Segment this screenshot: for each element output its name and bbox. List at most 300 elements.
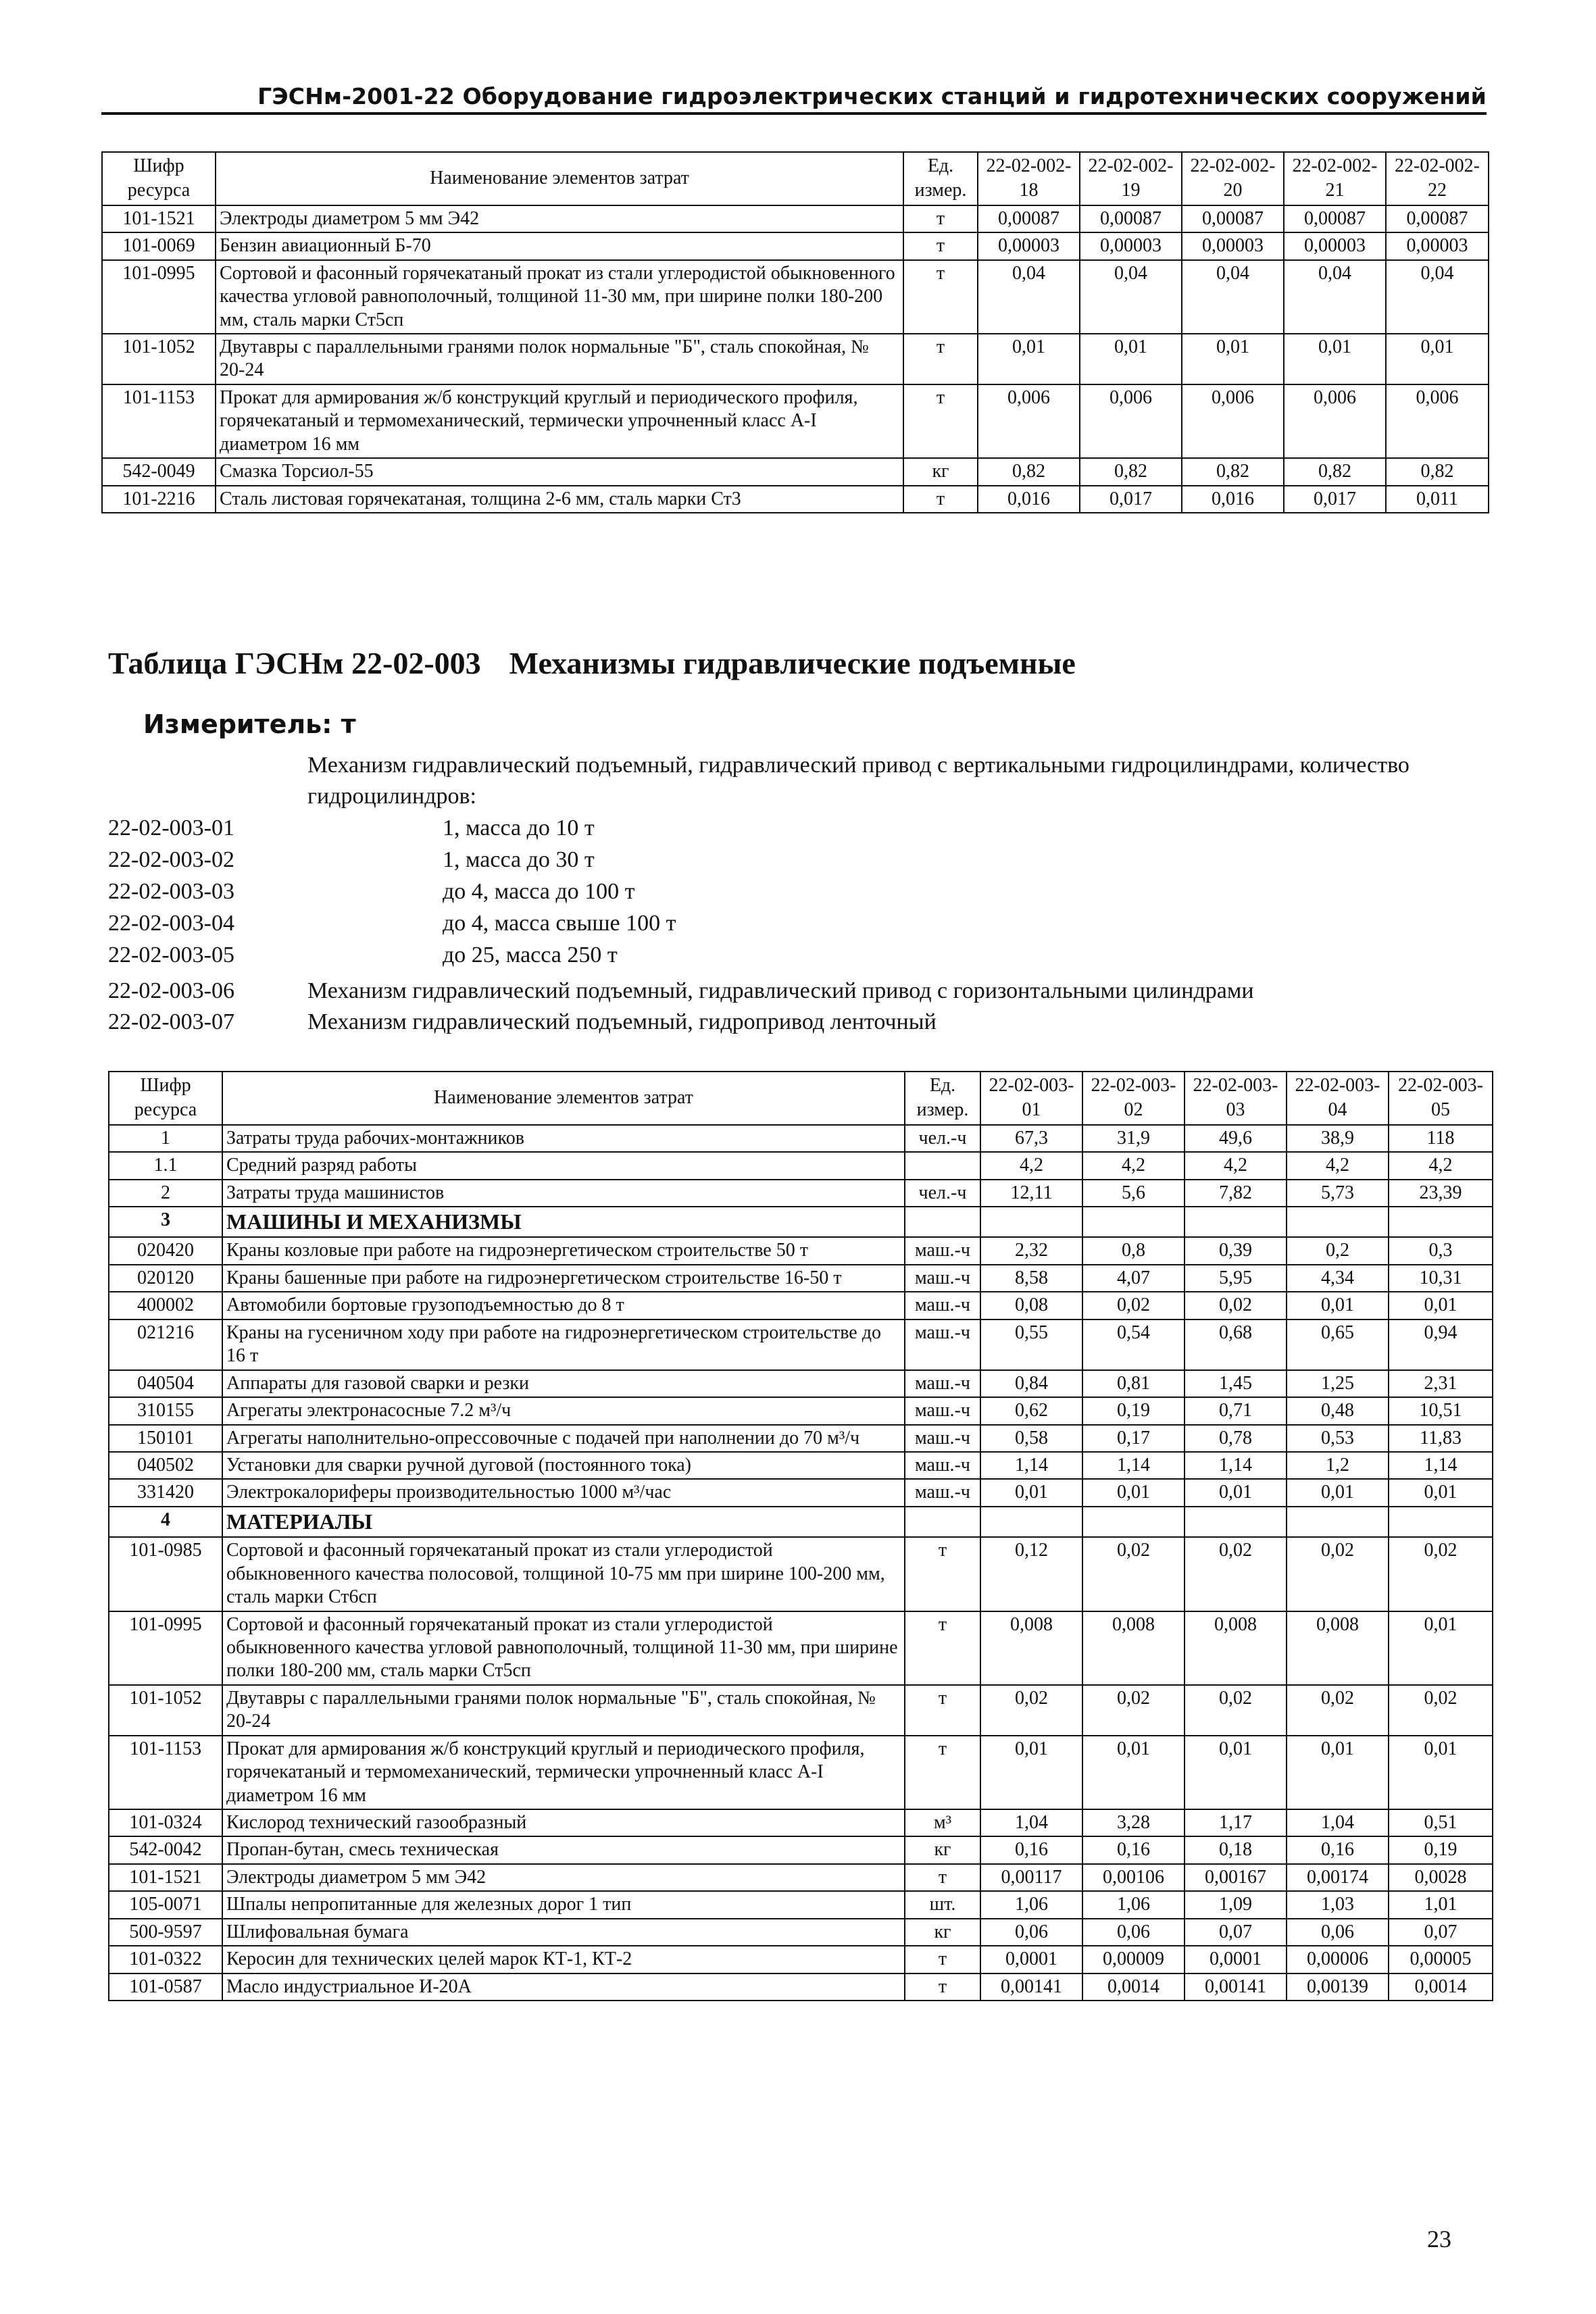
value-cell: 0,017 xyxy=(1080,486,1182,513)
value-cell: 5,6 xyxy=(1082,1180,1184,1207)
unit-cell: кг xyxy=(905,1836,980,1863)
resource-code: 101-0995 xyxy=(109,1611,222,1685)
value-cell: 5,95 xyxy=(1184,1265,1287,1292)
resource-code: 4 xyxy=(109,1507,222,1537)
unit-cell: маш.-ч xyxy=(905,1237,980,1264)
unit-cell xyxy=(905,1152,980,1179)
value-cell: 0,01 xyxy=(1389,1479,1493,1506)
value-cell: 0,17 xyxy=(1082,1425,1184,1452)
value-cell: 0,01 xyxy=(1389,1736,1493,1809)
value-cell: 0,06 xyxy=(980,1919,1082,1946)
value-cell: 0,006 xyxy=(978,384,1080,458)
resource-code: 500-9597 xyxy=(109,1919,222,1946)
table-title xyxy=(108,645,1076,681)
cost-element-name: Масло индустриальное И-20А xyxy=(222,1973,905,2001)
value-cell: 0,01 xyxy=(1287,1479,1389,1506)
cost-element-name: Двутавры с параллельными гранями полок нормальные "Б", сталь спокойная, № 20-24 xyxy=(222,1685,905,1736)
value-cell: 0,00087 xyxy=(1080,205,1182,232)
table-row xyxy=(109,1319,1493,1370)
resource-code: 1 xyxy=(109,1125,222,1152)
value-cell: 3,28 xyxy=(1082,1809,1184,1836)
list-item xyxy=(108,940,1254,972)
table-row xyxy=(102,334,1489,384)
value-cell: 0,04 xyxy=(1386,260,1489,334)
cost-element-name: Электроды диаметром 5 мм Э42 xyxy=(216,205,903,232)
value-cell: 1,06 xyxy=(980,1891,1082,1918)
list-item xyxy=(108,908,1254,940)
resource-code: 101-1052 xyxy=(102,334,216,384)
value-cell: 0,16 xyxy=(1287,1836,1389,1863)
value-cell: 0,18 xyxy=(1184,1836,1287,1863)
work-code: 22-02-003-04 xyxy=(108,910,234,936)
value-cell: 0,01 xyxy=(1386,334,1489,384)
table-row xyxy=(109,1265,1493,1292)
header-col: 22-02-002-18 xyxy=(978,152,1080,205)
table-row xyxy=(102,260,1489,334)
table-row xyxy=(102,205,1489,232)
value-cell: 0,01 xyxy=(1182,334,1284,384)
value-cell: 1,14 xyxy=(1184,1452,1287,1479)
cost-element-name: Затраты труда рабочих-монтажников xyxy=(222,1125,905,1152)
measure-unit: Измеритель: т xyxy=(143,709,356,739)
work-text: Механизм гидравлический подъемный, гидравлический привод с горизонтальными цилиндрами xyxy=(307,978,1254,1003)
table-row xyxy=(102,384,1489,458)
cost-element-name: Краны на гусеничном ходу при работе на гидроэнергетическом строительстве до 16 т xyxy=(222,1319,905,1370)
value-cell: 1,03 xyxy=(1287,1891,1389,1918)
value-cell: 0,00003 xyxy=(1182,232,1284,259)
value-cell: 0,02 xyxy=(1184,1685,1287,1736)
table-header-row xyxy=(109,1072,1493,1125)
value-cell: 0,016 xyxy=(978,486,1080,513)
cost-element-name: Установки для сварки ручной дуговой (постоянного тока) xyxy=(222,1452,905,1479)
value-cell: 8,58 xyxy=(980,1265,1082,1292)
unit-cell: т xyxy=(903,260,978,334)
value-cell: 0,12 xyxy=(980,1537,1082,1611)
value-cell: 1,25 xyxy=(1287,1370,1389,1397)
value-cell: 1,2 xyxy=(1287,1452,1389,1479)
value-cell: 1,14 xyxy=(1389,1452,1493,1479)
value-cell: 0,82 xyxy=(1080,458,1182,485)
resource-code: 101-1521 xyxy=(102,205,216,232)
header-col: 22-02-002-22 xyxy=(1386,152,1489,205)
resource-table-1 xyxy=(101,151,1489,513)
value-cell: 0,00174 xyxy=(1287,1864,1389,1891)
header-col: 22-02-003-02 xyxy=(1082,1072,1184,1125)
value-cell: 0,71 xyxy=(1184,1397,1287,1424)
value-cell: 38,9 xyxy=(1287,1125,1389,1152)
value-cell: 0,01 xyxy=(1287,1736,1389,1809)
value-cell: 0,84 xyxy=(980,1370,1082,1397)
table-row xyxy=(109,1864,1493,1891)
cost-element-name: Краны козловые при работе на гидроэнергетическом строительстве 50 т xyxy=(222,1237,905,1264)
value-cell: 0,08 xyxy=(980,1292,1082,1319)
value-cell: 49,6 xyxy=(1184,1125,1287,1152)
header-col: 22-02-002-20 xyxy=(1182,152,1284,205)
resource-code: 105-0071 xyxy=(109,1891,222,1918)
resource-code: 021216 xyxy=(109,1319,222,1370)
value-cell: 0,19 xyxy=(1082,1397,1184,1424)
list-item xyxy=(108,845,1254,876)
value-cell: 0,01 xyxy=(1287,1292,1389,1319)
unit-cell: т xyxy=(903,334,978,384)
unit-cell: маш.-ч xyxy=(905,1425,980,1452)
value-cell: 0,008 xyxy=(1082,1611,1184,1685)
resource-code: 101-1052 xyxy=(109,1685,222,1736)
value-cell: 0,02 xyxy=(1082,1537,1184,1611)
resource-table-2 xyxy=(108,1071,1493,2001)
unit-cell: кг xyxy=(905,1919,980,1946)
table-row xyxy=(109,1370,1493,1397)
value-cell: 4,2 xyxy=(1184,1152,1287,1179)
cost-element-name: Электроды диаметром 5 мм Э42 xyxy=(222,1864,905,1891)
header-name: Наименование элементов затрат xyxy=(216,152,903,205)
header-code: Шифр ресурса xyxy=(109,1072,222,1125)
unit-cell: м³ xyxy=(905,1809,980,1836)
value-cell: 0,02 xyxy=(1082,1292,1184,1319)
unit-cell: маш.-ч xyxy=(905,1265,980,1292)
table-row xyxy=(109,1507,1493,1537)
work-code: 22-02-003-02 xyxy=(108,847,234,872)
value-cell: 0,02 xyxy=(1287,1685,1389,1736)
cost-element-name: Керосин для технических целей марок КТ-1, КТ-2 xyxy=(222,1946,905,1973)
work-text: до 4, масса до 100 т xyxy=(443,878,635,904)
value-cell: 0,00009 xyxy=(1082,1946,1184,1973)
resource-code: 150101 xyxy=(109,1425,222,1452)
value-cell: 1,14 xyxy=(1082,1452,1184,1479)
cost-element-name: Сталь листовая горячекатаная, толщина 2-6 мм, сталь марки Ст3 xyxy=(216,486,903,513)
value-cell: 0,00117 xyxy=(980,1864,1082,1891)
resource-code: 101-0587 xyxy=(109,1973,222,2001)
value-cell xyxy=(1082,1507,1184,1537)
resource-code: 101-1153 xyxy=(102,384,216,458)
page-number: 23 xyxy=(1427,2225,1451,2253)
value-cell: 0,62 xyxy=(980,1397,1082,1424)
header-code: Шифр ресурса xyxy=(102,152,216,205)
work-code: 22-02-003-01 xyxy=(108,815,234,840)
list-item xyxy=(108,813,1254,845)
value-cell: 0,0001 xyxy=(980,1946,1082,1973)
table-label: Таблица ГЭСНм 22-02-003 xyxy=(108,646,481,680)
header-col: 22-02-003-05 xyxy=(1389,1072,1493,1125)
value-cell xyxy=(1287,1507,1389,1537)
unit-cell: маш.-ч xyxy=(905,1479,980,1506)
value-cell: 0,07 xyxy=(1184,1919,1287,1946)
resource-code: 101-1153 xyxy=(109,1736,222,1809)
table-row xyxy=(109,1611,1493,1685)
table-row xyxy=(109,1237,1493,1264)
value-cell: 1,04 xyxy=(1287,1809,1389,1836)
resource-code: 020420 xyxy=(109,1237,222,1264)
work-code: 22-02-003-05 xyxy=(108,942,234,967)
value-cell: 0,00106 xyxy=(1082,1864,1184,1891)
value-cell: 1,04 xyxy=(980,1809,1082,1836)
value-cell: 0,0001 xyxy=(1184,1946,1287,1973)
unit-cell: т xyxy=(905,1864,980,1891)
unit-cell: т xyxy=(905,1611,980,1685)
value-cell: 0,16 xyxy=(1082,1836,1184,1863)
value-cell: 0,00006 xyxy=(1287,1946,1389,1973)
value-cell: 0,01 xyxy=(980,1479,1082,1506)
resource-code: 101-2216 xyxy=(102,486,216,513)
resource-code: 101-0069 xyxy=(102,232,216,259)
value-cell: 0,58 xyxy=(980,1425,1082,1452)
cost-element-name: Двутавры с параллельными гранями полок нормальные "Б", сталь спокойная, № 20-24 xyxy=(216,334,903,384)
cost-element-name: Агрегаты электронасосные 7.2 м³/ч xyxy=(222,1397,905,1424)
cost-element-name: Автомобили бортовые грузоподъемностью до 8 т xyxy=(222,1292,905,1319)
value-cell: 0,008 xyxy=(1184,1611,1287,1685)
header-unit: Ед. измер. xyxy=(905,1072,980,1125)
value-cell: 0,017 xyxy=(1284,486,1386,513)
header-col: 22-02-002-19 xyxy=(1080,152,1182,205)
table-body xyxy=(102,205,1489,513)
cost-element-name: Прокат для армирования ж/б конструкций круглый и периодического профиля, горячекатаный и термомеханический, термически упрочненный класс А-I диаметром 16 мм xyxy=(216,384,903,458)
work-code: 22-02-003-07 xyxy=(108,1009,234,1035)
value-cell: 11,83 xyxy=(1389,1425,1493,1452)
table-name: Механизмы гидравлические подъемные xyxy=(509,646,1076,680)
value-cell: 5,73 xyxy=(1287,1180,1389,1207)
table-row xyxy=(109,1919,1493,1946)
value-cell: 0,00003 xyxy=(1386,232,1489,259)
resource-code: 542-0049 xyxy=(102,458,216,485)
resource-code: 331420 xyxy=(109,1479,222,1506)
value-cell: 4,2 xyxy=(1389,1152,1493,1179)
table-row xyxy=(102,458,1489,485)
table-row xyxy=(109,1973,1493,2001)
value-cell: 12,11 xyxy=(980,1180,1082,1207)
table-row xyxy=(102,232,1489,259)
value-cell: 0,006 xyxy=(1182,384,1284,458)
value-cell: 0,01 xyxy=(1389,1611,1493,1685)
header-col: 22-02-003-01 xyxy=(980,1072,1082,1125)
table-row xyxy=(109,1125,1493,1152)
value-cell: 0,68 xyxy=(1184,1319,1287,1370)
unit-cell xyxy=(905,1507,980,1537)
value-cell xyxy=(1082,1207,1184,1237)
cost-element-name: Шпалы непропитанные для железных дорог 1 тип xyxy=(222,1891,905,1918)
resource-code: 2 xyxy=(109,1180,222,1207)
resource-code: 3 xyxy=(109,1207,222,1237)
value-cell xyxy=(980,1507,1082,1537)
value-cell: 1,14 xyxy=(980,1452,1082,1479)
unit-cell: чел.-ч xyxy=(905,1180,980,1207)
list-item xyxy=(108,876,1254,908)
header-col: 22-02-003-03 xyxy=(1184,1072,1287,1125)
value-cell: 0,00003 xyxy=(978,232,1080,259)
value-cell: 4,2 xyxy=(1287,1152,1389,1179)
unit-cell: кг xyxy=(903,458,978,485)
resource-code: 1.1 xyxy=(109,1152,222,1179)
value-cell: 0,3 xyxy=(1389,1237,1493,1264)
value-cell: 0,01 xyxy=(1080,334,1182,384)
value-cell: 0,48 xyxy=(1287,1397,1389,1424)
value-cell: 0,07 xyxy=(1389,1919,1493,1946)
value-cell: 0,82 xyxy=(1284,458,1386,485)
value-cell: 0,02 xyxy=(1082,1685,1184,1736)
value-cell: 0,01 xyxy=(980,1736,1082,1809)
value-cell: 0,04 xyxy=(1284,260,1386,334)
header-col: 22-02-002-21 xyxy=(1284,152,1386,205)
value-cell: 10,31 xyxy=(1389,1265,1493,1292)
value-cell: 0,53 xyxy=(1287,1425,1389,1452)
work-code: 22-02-003-06 xyxy=(108,978,234,1003)
value-cell: 10,51 xyxy=(1389,1397,1493,1424)
resource-code: 101-0995 xyxy=(102,260,216,334)
value-cell: 0,00141 xyxy=(1184,1973,1287,2001)
table-row xyxy=(109,1891,1493,1918)
unit-cell: т xyxy=(905,1736,980,1809)
value-cell: 0,006 xyxy=(1386,384,1489,458)
cost-element-name: Краны башенные при работе на гидроэнергетическом строительстве 16-50 т xyxy=(222,1265,905,1292)
unit-cell: шт. xyxy=(905,1891,980,1918)
value-cell: 1,45 xyxy=(1184,1370,1287,1397)
value-cell xyxy=(1389,1207,1493,1237)
value-cell: 0,008 xyxy=(1287,1611,1389,1685)
cost-element-name: Смазка Торсиол-55 xyxy=(216,458,903,485)
value-cell xyxy=(1184,1507,1287,1537)
table-row xyxy=(109,1292,1493,1319)
value-cell: 0,94 xyxy=(1389,1319,1493,1370)
value-cell: 0,55 xyxy=(980,1319,1082,1370)
value-cell: 0,02 xyxy=(1184,1292,1287,1319)
value-cell: 0,65 xyxy=(1287,1319,1389,1370)
value-cell: 0,81 xyxy=(1082,1370,1184,1397)
table-row xyxy=(109,1946,1493,1973)
value-cell: 0,02 xyxy=(1184,1537,1287,1611)
value-cell xyxy=(980,1207,1082,1237)
table-row xyxy=(109,1180,1493,1207)
value-cell: 0,016 xyxy=(1182,486,1284,513)
work-text: Механизм гидравлический подъемный, гидропривод ленточный xyxy=(307,1009,937,1035)
table-row xyxy=(109,1425,1493,1452)
table-header-row xyxy=(102,152,1489,205)
cost-element-name: Пропан-бутан, смесь техническая xyxy=(222,1836,905,1863)
value-cell: 0,00003 xyxy=(1080,232,1182,259)
unit-cell xyxy=(905,1207,980,1237)
value-cell xyxy=(1184,1207,1287,1237)
unit-cell: маш.-ч xyxy=(905,1292,980,1319)
value-cell: 4,34 xyxy=(1287,1265,1389,1292)
resource-code: 400002 xyxy=(109,1292,222,1319)
value-cell: 1,01 xyxy=(1389,1891,1493,1918)
unit-cell: т xyxy=(905,1685,980,1736)
value-cell: 0,51 xyxy=(1389,1809,1493,1836)
unit-cell: чел.-ч xyxy=(905,1125,980,1152)
cost-element-name: Сортовой и фасонный горячекатаный прокат из стали углеродистой обыкновенного качества полосовой, толщиной 10-75 мм при ширине 100-200 мм, сталь марки Ст6сп xyxy=(222,1537,905,1611)
value-cell: 1,06 xyxy=(1082,1891,1184,1918)
cost-element-name: Затраты труда машинистов xyxy=(222,1180,905,1207)
value-cell: 0,01 xyxy=(1184,1736,1287,1809)
value-cell: 0,06 xyxy=(1082,1919,1184,1946)
work-text: 1, масса до 30 т xyxy=(443,847,595,872)
table-row xyxy=(109,1685,1493,1736)
value-cell: 0,00087 xyxy=(1182,205,1284,232)
resource-code: 542-0042 xyxy=(109,1836,222,1863)
value-cell: 0,16 xyxy=(980,1836,1082,1863)
cost-element-name: Сортовой и фасонный горячекатаный прокат из стали углеродистой обыкновенного качества угловой равнополочный, толщиной 11-30 мм, при ширине полки 180-200 мм, сталь марки Ст5сп xyxy=(222,1611,905,1685)
value-cell: 0,8 xyxy=(1082,1237,1184,1264)
cost-element-name: Электрокалориферы производительностью 1000 м³/час xyxy=(222,1479,905,1506)
unit-cell: маш.-ч xyxy=(905,1397,980,1424)
value-cell: 0,00005 xyxy=(1389,1946,1493,1973)
cost-element-name: Кислород технический газообразный xyxy=(222,1809,905,1836)
running-header xyxy=(101,73,1487,115)
value-cell: 0,01 xyxy=(1284,334,1386,384)
value-cell xyxy=(1389,1507,1493,1537)
value-cell: 0,00139 xyxy=(1287,1973,1389,2001)
list-item xyxy=(108,976,1254,1007)
value-cell: 2,32 xyxy=(980,1237,1082,1264)
unit-cell: т xyxy=(905,1973,980,2001)
table-row xyxy=(109,1397,1493,1424)
cost-element-name: МАШИНЫ И МЕХАНИЗМЫ xyxy=(222,1207,905,1237)
unit-cell: т xyxy=(905,1537,980,1611)
table-body xyxy=(109,1125,1493,2001)
resource-code: 101-0322 xyxy=(109,1946,222,1973)
value-cell: 0,00087 xyxy=(1284,205,1386,232)
value-cell: 118 xyxy=(1389,1125,1493,1152)
value-cell: 0,04 xyxy=(978,260,1080,334)
value-cell: 0,008 xyxy=(980,1611,1082,1685)
value-cell: 0,00087 xyxy=(1386,205,1489,232)
value-cell: 7,82 xyxy=(1184,1180,1287,1207)
table-row xyxy=(109,1809,1493,1836)
table-row xyxy=(102,486,1489,513)
value-cell: 4,07 xyxy=(1082,1265,1184,1292)
unit-cell: маш.-ч xyxy=(905,1319,980,1370)
cost-element-name: МАТЕРИАЛЫ xyxy=(222,1507,905,1537)
works-intro: Механизм гидравлический подъемный, гидравлический привод с вертикальными гидроцилиндрами, количество гидроцилиндров: xyxy=(307,753,1410,809)
unit-cell: т xyxy=(903,232,978,259)
table-row xyxy=(109,1452,1493,1479)
value-cell: 23,39 xyxy=(1389,1180,1493,1207)
value-cell: 2,31 xyxy=(1389,1370,1493,1397)
value-cell: 0,006 xyxy=(1080,384,1182,458)
header-unit: Ед. измер. xyxy=(903,152,978,205)
value-cell: 0,00141 xyxy=(980,1973,1082,2001)
value-cell: 0,82 xyxy=(1386,458,1489,485)
value-cell: 0,01 xyxy=(978,334,1080,384)
unit-cell: маш.-ч xyxy=(905,1452,980,1479)
value-cell: 0,0014 xyxy=(1082,1973,1184,2001)
value-cell: 0,02 xyxy=(1287,1537,1389,1611)
unit-cell: т xyxy=(903,486,978,513)
cost-element-name: Бензин авиационный Б-70 xyxy=(216,232,903,259)
works-list xyxy=(108,813,1254,1038)
work-text: 1, масса до 10 т xyxy=(443,815,595,840)
work-text: до 25, масса 250 т xyxy=(443,942,618,967)
table-row xyxy=(109,1207,1493,1237)
value-cell: 67,3 xyxy=(980,1125,1082,1152)
unit-cell: т xyxy=(905,1946,980,1973)
value-cell: 0,02 xyxy=(1389,1685,1493,1736)
resource-code: 310155 xyxy=(109,1397,222,1424)
cost-element-name: Сортовой и фасонный горячекатаный прокат из стали углеродистой обыкновенного качества угловой равнополочный, толщиной 11-30 мм, при ширине полки 180-200 мм, сталь марки Ст5сп xyxy=(216,260,903,334)
value-cell: 0,06 xyxy=(1287,1919,1389,1946)
value-cell: 0,04 xyxy=(1080,260,1182,334)
resource-code: 040504 xyxy=(109,1370,222,1397)
cost-element-name: Аппараты для газовой сварки и резки xyxy=(222,1370,905,1397)
unit-cell: т xyxy=(903,384,978,458)
value-cell: 0,00003 xyxy=(1284,232,1386,259)
value-cell: 31,9 xyxy=(1082,1125,1184,1152)
value-cell: 0,0028 xyxy=(1389,1864,1493,1891)
value-cell: 0,006 xyxy=(1284,384,1386,458)
value-cell: 4,2 xyxy=(1082,1152,1184,1179)
value-cell: 1,09 xyxy=(1184,1891,1287,1918)
value-cell: 0,39 xyxy=(1184,1237,1287,1264)
value-cell: 0,01 xyxy=(1184,1479,1287,1506)
work-code: 22-02-003-03 xyxy=(108,878,234,904)
